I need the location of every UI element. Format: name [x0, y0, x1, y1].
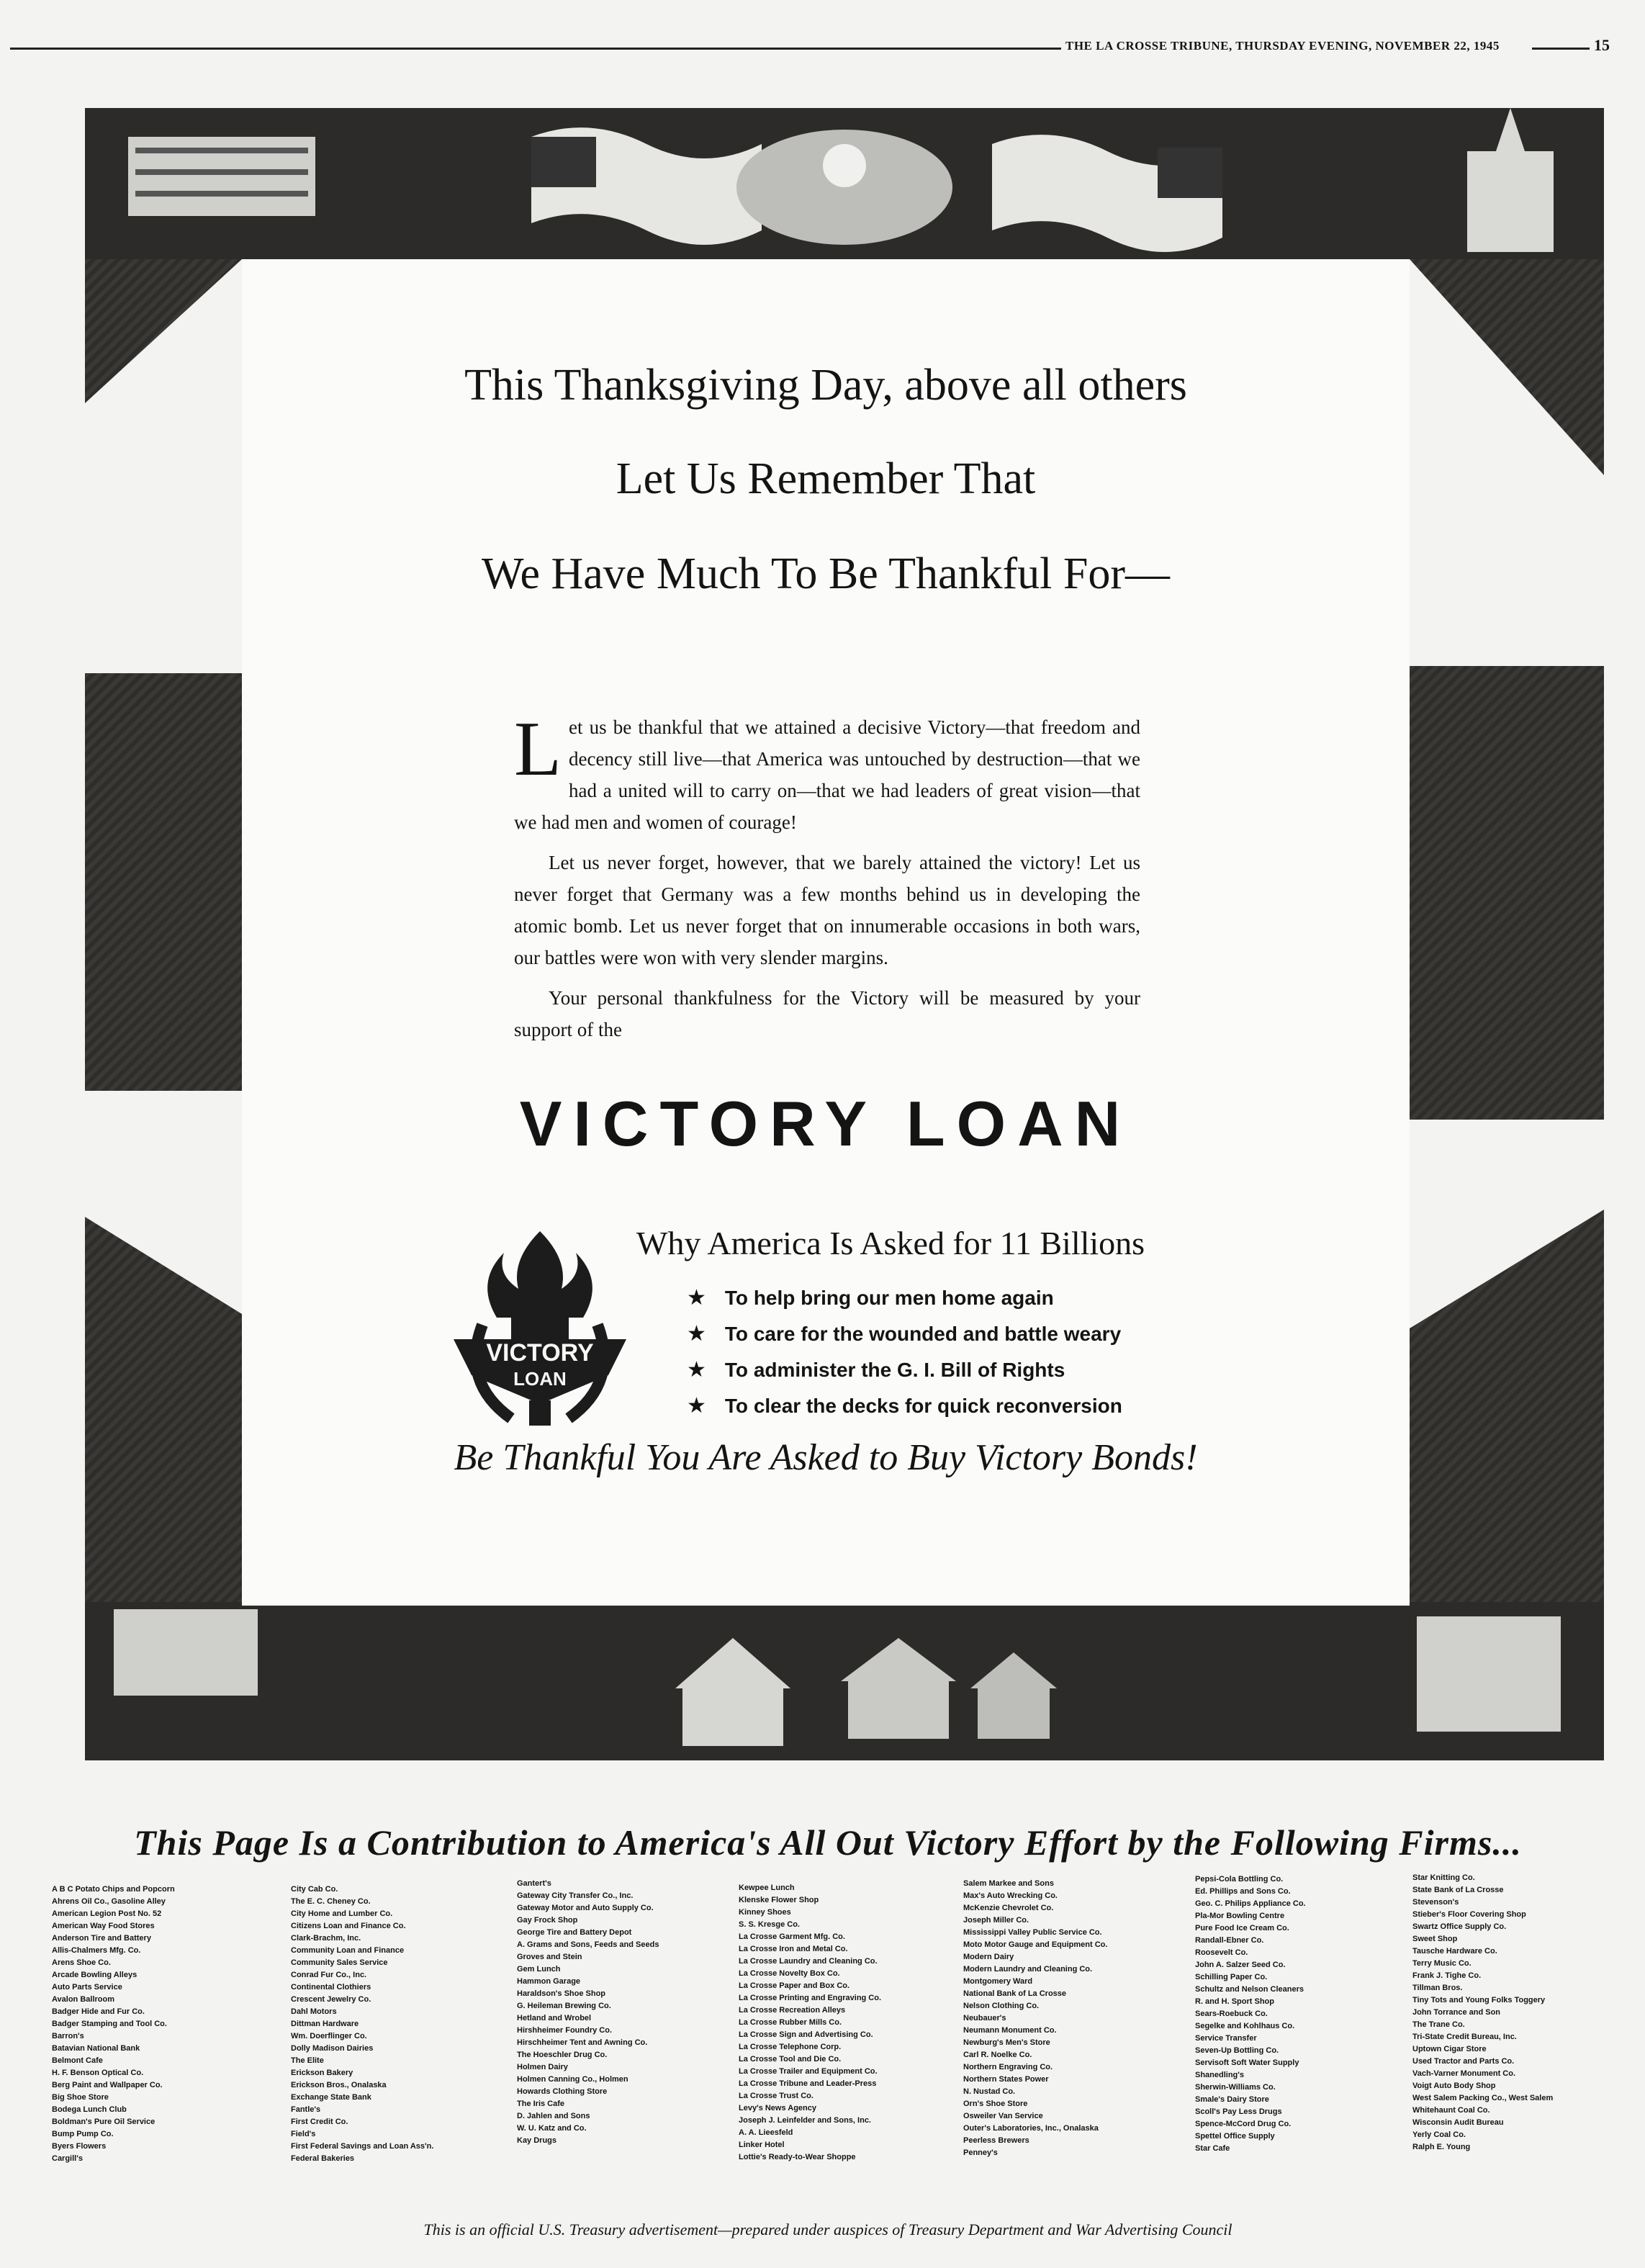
- firm-name: Arcade Bowling Alleys: [52, 1971, 138, 1979]
- firm-name: Conrad Fur Co., Inc.: [291, 1971, 367, 1979]
- illustration-right-middle: [1410, 666, 1604, 1120]
- firm-name: Dolly Madison Dairies: [291, 2044, 374, 2053]
- firm-name: Whitehaunt Coal Co.: [1412, 2106, 1490, 2115]
- firm-name: Hirschheimer Tent and Awning Co.: [517, 2038, 648, 2047]
- firm-name: Carl R. Noelke Co.: [963, 2051, 1032, 2059]
- firm-name: La Crosse Tool and Die Co.: [739, 2055, 842, 2064]
- firm-name: First Credit Co.: [291, 2118, 348, 2126]
- firm-name: W. U. Katz and Co.: [517, 2124, 587, 2133]
- firm-name: Gateway Motor and Auto Supply Co.: [517, 1904, 654, 1912]
- firm-name: La Crosse Sign and Advertising Co.: [739, 2030, 873, 2039]
- firm-name: Gem Lunch: [517, 1965, 561, 1974]
- headline: [242, 360, 1410, 619]
- top-illustration-svg: [85, 108, 1604, 259]
- firm-name: Modern Dairy: [963, 1953, 1014, 1961]
- firm-name: Exchange State Bank: [291, 2093, 371, 2102]
- firm-name: La Crosse Telephone Corp.: [739, 2043, 842, 2051]
- firm-name: La Crosse Novelty Box Co.: [739, 1969, 840, 1978]
- firm-name: Linker Hotel: [739, 2141, 785, 2149]
- firm-name: Tiny Tots and Young Folks Toggery: [1412, 1996, 1546, 2004]
- illustration-right-lower: [1410, 1210, 1604, 1606]
- firm-name: Anderson Tire and Battery: [52, 1934, 151, 1943]
- firm-name: Hetland and Wrobel: [517, 2014, 592, 2022]
- firm-name: Berg Paint and Wallpaper Co.: [52, 2081, 163, 2089]
- firm-name: La Crosse Trust Co.: [739, 2092, 814, 2100]
- firm-name: Holmen Dairy: [517, 2063, 568, 2071]
- firm-name: The Iris Cafe: [517, 2100, 565, 2108]
- firm-name: G. Heileman Brewing Co.: [517, 2002, 611, 2010]
- firm-name: Citizens Loan and Finance Co.: [291, 1922, 406, 1930]
- page-number: 15: [1594, 36, 1610, 54]
- firm-name: The Hoeschler Drug Co.: [517, 2051, 608, 2059]
- firm-name: First Federal Savings and Loan Ass'n.: [291, 2142, 434, 2151]
- victory-loan-title: VICTORY LOAN: [519, 1088, 1132, 1159]
- firm-name: Gateway City Transfer Co., Inc.: [517, 1891, 634, 1900]
- victory-loan-badge: [439, 1217, 641, 1433]
- firm-name: City Home and Lumber Co.: [291, 1909, 393, 1918]
- firm-name: Voigt Auto Body Shop: [1412, 2082, 1496, 2090]
- firm-name: Shanedling's: [1195, 2071, 1245, 2079]
- firm-name: Uptown Cigar Store: [1412, 2045, 1487, 2053]
- firm-name: Bump Pump Co.: [52, 2130, 114, 2138]
- firm-name: Schilling Paper Co.: [1195, 1973, 1268, 1981]
- firm-name: La Crosse Rubber Mills Co.: [739, 2018, 842, 2027]
- firm-name: State Bank of La Crosse: [1412, 1886, 1504, 1894]
- firm-name: N. Nustad Co.: [963, 2087, 1016, 2096]
- firm-name: City Cab Co.: [291, 1885, 338, 1894]
- firm-name: Scoll's Pay Less Drugs: [1195, 2107, 1282, 2116]
- firm-name: Joseph Miller Co.: [963, 1916, 1029, 1925]
- firm-name: La Crosse Iron and Metal Co.: [739, 1945, 848, 1953]
- firm-name: Belmont Cafe: [52, 2056, 103, 2065]
- firm-name: Groves and Stein: [517, 1953, 582, 1961]
- body-paragraph-1: [514, 706, 1140, 838]
- illustration-left-lower: [85, 1217, 242, 1606]
- firm-name: Auto Parts Service: [52, 1983, 122, 1992]
- illustration-bottom-band: [85, 1602, 1604, 1760]
- firm-name: H. F. Benson Optical Co.: [52, 2069, 144, 2077]
- firm-name: Barron's: [52, 2032, 84, 2040]
- firm-name: Dittman Hardware: [291, 2020, 359, 2028]
- firm-name: Service Transfer: [1195, 2034, 1257, 2043]
- firm-name: Crescent Jewelry Co.: [291, 1995, 371, 2004]
- firm-name: Ralph E. Young: [1412, 2143, 1471, 2151]
- reason-item: ★ To help bring our men home again: [687, 1280, 1205, 1316]
- firm-name: La Crosse Tribune and Leader-Press: [739, 2079, 877, 2088]
- bottom-illustration-svg: [85, 1602, 1604, 1760]
- firm-name: Osweiler Van Service: [963, 2112, 1043, 2120]
- firm-name: A. Grams and Sons, Feeds and Seeds: [517, 1940, 659, 1949]
- firm-name: Big Shoe Store: [52, 2093, 109, 2102]
- firm-name: Stieber's Floor Covering Shop: [1412, 1910, 1526, 1919]
- firm-name: Salem Markee and Sons: [963, 1879, 1054, 1888]
- firm-name: Sweet Shop: [1412, 1935, 1458, 1943]
- headline-line-3: We Have Much To Be Thankful For—: [481, 549, 1171, 598]
- firm-name: Badger Stamping and Tool Co.: [52, 2020, 167, 2028]
- firm-name: Moto Motor Gauge and Equipment Co.: [963, 1940, 1108, 1949]
- firm-name: Modern Laundry and Cleaning Co.: [963, 1965, 1093, 1974]
- firm-name: Field's: [291, 2130, 316, 2138]
- firm-name: West Salem Packing Co., West Salem: [1412, 2094, 1554, 2102]
- firm-name: George Tire and Battery Depot: [517, 1928, 632, 1937]
- illustration-left-upper: [85, 259, 242, 403]
- firm-name: Continental Clothiers: [291, 1983, 371, 1992]
- firm-column-3: [517, 1878, 711, 2147]
- firm-name: D. Jahlen and Sons: [517, 2112, 590, 2120]
- firm-name: Spence-McCord Drug Co.: [1195, 2120, 1292, 2128]
- firm-name: Howards Clothing Store: [517, 2087, 608, 2096]
- firm-name: Haraldson's Shoe Shop: [517, 1989, 606, 1998]
- headline-line-2: Let Us Remember That: [616, 454, 1036, 503]
- firm-name: Clark-Brachm, Inc.: [291, 1934, 361, 1943]
- firm-name: Sherwin-Williams Co.: [1195, 2083, 1276, 2092]
- firm-name: Gantert's: [517, 1879, 551, 1888]
- why-heading: Why America Is Asked for 11 Billions: [636, 1225, 1145, 1261]
- firm-name: Klenske Flower Shop: [739, 1896, 819, 1904]
- body-paragraph-1-text: et us be thankful that we attained a decisive Victory—that freedom and decency still live—that America was untouched by destruction—that we had a united will to carry on—that we had leaders of great vision—that we had men and women of courage!: [514, 716, 1140, 833]
- firm-name: Servisoft Soft Water Supply: [1195, 2058, 1299, 2067]
- body-copy: [514, 706, 1140, 1054]
- firm-name: Wisconsin Audit Bureau: [1412, 2118, 1504, 2127]
- firm-name: Ed. Phillips and Sons Co.: [1195, 1887, 1291, 1896]
- firm-name: Frank J. Tighe Co.: [1412, 1971, 1482, 1980]
- firm-name: La Crosse Garment Mfg. Co.: [739, 1932, 845, 1941]
- firm-name: Pla-Mor Bowling Centre: [1195, 1912, 1285, 1920]
- firm-name: Terry Music Co.: [1412, 1959, 1472, 1968]
- firm-name: Gay Frock Shop: [517, 1916, 578, 1925]
- illustration-left-middle: [85, 673, 242, 1091]
- firm-name: Community Sales Service: [291, 1958, 388, 1967]
- firm-column-1: [52, 1884, 214, 2165]
- firm-name: Vach-Varner Monument Co.: [1412, 2069, 1516, 2078]
- firm-name: Kewpee Lunch: [739, 1884, 795, 1892]
- firm-name: The E. C. Cheney Co.: [291, 1897, 371, 1906]
- contribution-heading: This Page Is a Contribution to America's All Out Victory Effort by the Following Firms...: [134, 1822, 1522, 1863]
- firm-name: Spettel Office Supply: [1195, 2132, 1275, 2141]
- dropcap: L: [514, 706, 562, 792]
- firm-name: Seven-Up Bottling Co.: [1195, 2046, 1279, 2055]
- firm-name: R. and H. Sport Shop: [1195, 1997, 1274, 2006]
- illustration-right-upper: [1410, 259, 1604, 475]
- body-paragraph-3: Your personal thankfulness for the Victory will be measured by your support of the: [514, 987, 1140, 1040]
- firm-name: Bodega Lunch Club: [52, 2105, 127, 2114]
- firm-name: Hammon Garage: [517, 1977, 581, 1986]
- firm-name: Hirshheimer Foundry Co.: [517, 2026, 613, 2035]
- firm-name: Used Tractor and Parts Co.: [1412, 2057, 1515, 2066]
- firm-name: Levy's News Agency: [739, 2104, 816, 2112]
- firm-name: Wm. Doerflinger Co.: [291, 2032, 367, 2040]
- firm-name: La Crosse Recreation Alleys: [739, 2006, 846, 2015]
- firm-name: Star Knitting Co.: [1412, 1873, 1475, 1882]
- firm-name: Allis-Chalmers Mfg. Co.: [52, 1946, 141, 1955]
- masthead-rule-left: [10, 48, 1061, 50]
- firm-name: Yerly Coal Co.: [1412, 2130, 1466, 2139]
- firm-name: Stevenson's: [1412, 1898, 1459, 1907]
- firm-name: Geo. C. Philips Appliance Co.: [1195, 1899, 1306, 1908]
- torch-emblem-icon: [439, 1217, 641, 1433]
- firm-name: Neubauer's: [963, 2014, 1006, 2022]
- firm-name: Pepsi-Cola Bottling Co.: [1195, 1875, 1284, 1884]
- firm-name: Badger Hide and Fur Co.: [52, 2007, 145, 2016]
- firm-name: Community Loan and Finance: [291, 1946, 405, 1955]
- masthead-text: THE LA CROSSE TRIBUNE, THURSDAY EVENING, NOVEMBER 22, 1945: [1065, 39, 1500, 53]
- firm-name: American Legion Post No. 52: [52, 1909, 162, 1918]
- firm-name: Tillman Bros.: [1412, 1984, 1463, 1992]
- firm-name: Peerless Brewers: [963, 2136, 1029, 2145]
- firm-column-2: [291, 1884, 478, 2165]
- firm-name: Pure Food Ice Cream Co.: [1195, 1924, 1289, 1932]
- firm-name: Max's Auto Wrecking Co.: [963, 1891, 1058, 1900]
- reason-item: ★ To care for the wounded and battle weary: [687, 1316, 1205, 1352]
- firm-column-6: [1195, 1873, 1397, 2155]
- firm-name: Orn's Shoe Store: [963, 2100, 1028, 2108]
- firm-name: Northern States Power: [963, 2075, 1049, 2084]
- firm-name: Byers Flowers: [52, 2142, 107, 2151]
- firm-name: John A. Salzer Seed Co.: [1195, 1961, 1286, 1969]
- firm-name: La Crosse Laundry and Cleaning Co.: [739, 1957, 878, 1966]
- body-paragraph-2: Let us never forget, however, that we barely attained the victory! Let us never forget that Germany was a few months behind us in developing the atomic bomb. Let us never forget that on innumerable occasions in both wars, our battles were won with very slender margins.: [514, 852, 1140, 968]
- firm-name: Batavian National Bank: [52, 2044, 140, 2053]
- firm-name: Segelke and Kohlhaus Co.: [1195, 2022, 1295, 2030]
- firm-name: Neumann Monument Co.: [963, 2026, 1057, 2035]
- firm-name: Kinney Shoes: [739, 1908, 791, 1917]
- firm-name: American Way Food Stores: [52, 1922, 155, 1930]
- firm-name: Sears-Roebuck Co.: [1195, 2010, 1268, 2018]
- firm-name: Mississippi Valley Public Service Co.: [963, 1928, 1102, 1937]
- firm-name: La Crosse Trailer and Equipment Co.: [739, 2067, 878, 2076]
- be-thankful-tagline: Be Thankful You Are Asked to Buy Victory Bonds!: [454, 1437, 1198, 1478]
- firm-name: Randall-Ebner Co.: [1195, 1936, 1264, 1945]
- firm-name: The Elite: [291, 2056, 324, 2065]
- badge-line-1: VICTORY: [486, 1339, 594, 1367]
- firm-name: Holmen Canning Co., Holmen: [517, 2075, 628, 2084]
- firm-name: National Bank of La Crosse: [963, 1989, 1067, 1998]
- firm-name: A B C Potato Chips and Popcorn: [52, 1885, 175, 1894]
- firm-name: A. A. Lieesfeld: [739, 2128, 793, 2137]
- firm-name: Penney's: [963, 2148, 998, 2157]
- firm-column-5: [963, 1878, 1172, 2159]
- firm-name: Tri-State Credit Bureau, Inc.: [1412, 2033, 1517, 2041]
- firm-column-7: [1412, 1872, 1628, 2154]
- firm-name: Schultz and Nelson Cleaners: [1195, 1985, 1304, 1994]
- firm-column-4: [739, 1882, 940, 2164]
- firm-name: Newburg's Men's Store: [963, 2038, 1050, 2047]
- firm-name: Nelson Clothing Co.: [963, 2002, 1040, 2010]
- firm-name: McKenzie Chevrolet Co.: [963, 1904, 1054, 1912]
- firm-name: Star Cafe: [1195, 2144, 1230, 2153]
- firm-name: Dahl Motors: [291, 2007, 337, 2016]
- firm-name: Swartz Office Supply Co.: [1412, 1922, 1507, 1931]
- firm-name: Ahrens Oil Co., Gasoline Alley: [52, 1897, 166, 1906]
- firm-name: Roosevelt Co.: [1195, 1948, 1248, 1957]
- firm-name: Montgomery Ward: [963, 1977, 1033, 1986]
- firm-name: Arens Shoe Co.: [52, 1958, 111, 1967]
- badge-line-2: LOAN: [513, 1368, 567, 1390]
- illustration-top-band: [85, 108, 1604, 259]
- firm-name: Erickson Bakery: [291, 2069, 353, 2077]
- headline-line-1: This Thanksgiving Day, above all others: [464, 361, 1187, 410]
- firm-name: Kay Drugs: [517, 2136, 557, 2145]
- reason-item: ★ To clear the decks for quick reconversion: [687, 1388, 1205, 1424]
- reasons-list: [687, 1280, 1205, 1424]
- firm-name: Erickson Bros., Onalaska: [291, 2081, 387, 2089]
- firm-name: Lottie's Ready-to-Wear Shoppe: [739, 2153, 856, 2161]
- firm-name: Tausche Hardware Co.: [1412, 1947, 1497, 1956]
- firm-name: S. S. Kresge Co.: [739, 1920, 800, 1929]
- reason-item: ★ To administer the G. I. Bill of Rights: [687, 1352, 1205, 1388]
- masthead-rule-right: [1532, 48, 1590, 50]
- firm-name: Smale's Dairy Store: [1195, 2095, 1269, 2104]
- firm-name: Federal Bakeries: [291, 2154, 355, 2163]
- firm-name: John Torrance and Son: [1412, 2008, 1501, 2017]
- firm-name: Boldman's Pure Oil Service: [52, 2118, 156, 2126]
- firm-name: Outer's Laboratories, Inc., Onalaska: [963, 2124, 1099, 2133]
- firm-name: Joseph J. Leinfelder and Sons, Inc.: [739, 2116, 871, 2125]
- firm-name: The Trane Co.: [1412, 2020, 1465, 2029]
- firm-name: Fantle's: [291, 2105, 321, 2114]
- firm-name: Avalon Ballroom: [52, 1995, 114, 2004]
- firm-name: Cargill's: [52, 2154, 83, 2163]
- footer-credit: This is an official U.S. Treasury advertisement—prepared under auspices of Treasury Department and War Advertising Council: [423, 2220, 1232, 2238]
- firm-name: La Crosse Printing and Engraving Co.: [739, 1994, 882, 2002]
- firm-name: Northern Engraving Co.: [963, 2063, 1053, 2071]
- firm-name: La Crosse Paper and Box Co.: [739, 1981, 850, 1990]
